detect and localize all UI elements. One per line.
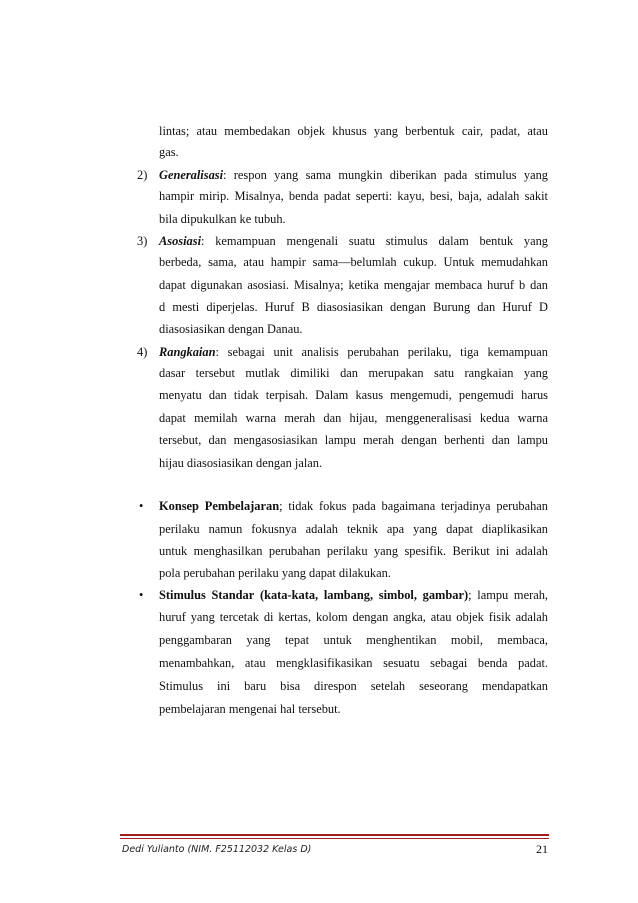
- bullet-2-term: Stimulus Standar: [159, 588, 255, 602]
- bullet-2-term-examples: kata-kata, lambang, simbol, gambar: [264, 588, 464, 602]
- bullet-2-line-3: penggambaran yang tepat untuk menghentikan mobil, membaca,: [159, 633, 548, 647]
- item1-line-1: lintas; atau membedakan objek khusus yang berbentuk cair, padat, atau: [159, 124, 548, 138]
- footer-rule-thin: [120, 838, 549, 839]
- item2-line-3: bila dipukulkan ke tubuh.: [159, 212, 286, 226]
- item4-term: Rangkaian: [159, 345, 216, 359]
- item3-line-2: berbeda, sama, atau hampir sama—belumlah cukup. Untuk memudahkan: [159, 255, 548, 269]
- bullet-1-line-3: untuk menghasilkan perubahan perilaku yang spesifik. Berikut ini adalah: [159, 544, 548, 558]
- item4-line-2: dasar tersebut mutlak dimiliki dan merupakan satu rangkaian yang: [159, 366, 548, 380]
- bullet-2-glyph: •: [139, 588, 144, 602]
- bullet-2-paren-close: ): [463, 588, 469, 602]
- item2-term: Generalisasi: [159, 168, 224, 182]
- bullet-2-line-1-text: ; lampu merah,: [468, 588, 548, 602]
- bullet-1-glyph: •: [139, 499, 144, 513]
- item2-line-1: [159, 167, 548, 183]
- bullet-2-line-1: [159, 587, 548, 603]
- bullet-1-line-2: perilaku namun fokusnya adalah teknik apa yang dapat diaplikasikan: [159, 522, 548, 536]
- bullet-2-line-2: huruf yang tercetak di kertas, kolom dengan angka, atau objek fisik adalah: [159, 610, 548, 624]
- footer-author: Dedi Yulianto (NIM. F25112032 Kelas D): [122, 844, 312, 855]
- item3-number: 3): [137, 234, 148, 248]
- item4-line-3: menyatu dan tidak terpisah. Dalam kasus mengemudi, pengemudi harus: [159, 388, 548, 402]
- bullet-2-line-6: pembelajaran mengenai hal tersebut.: [159, 702, 341, 716]
- bullet-1-line-4: pola perubahan perilaku yang dapat dilakukan.: [159, 566, 391, 580]
- item2-number: 2): [137, 168, 148, 182]
- item2-line-2: hampir mirip. Misalnya, benda padat seperti: kayu, besi, baja, adalah sakit: [159, 189, 548, 203]
- item4-number: 4): [137, 345, 148, 359]
- item4-line-1: [159, 344, 548, 360]
- item1-line-2: gas.: [159, 145, 179, 159]
- bullet-2-line-5: Stimulus ini baru bisa direspon setelah seseorang mendapatkan: [159, 679, 548, 693]
- item4-line-1-text: : sebagai unit analisis perubahan perilaku, tiga kemampuan: [215, 345, 548, 359]
- bullet-2-line-4: menambahkan, atau mengklasifikasikan sesuatu sebagai benda padat.: [159, 656, 548, 670]
- item4-line-5: tersebut, dan mengasosiasikan lampu merah dengan berhenti dan lampu: [159, 433, 548, 447]
- bullet-2-paren-open: (: [259, 588, 265, 602]
- item2-line-1-text: : respon yang sama mungkin diberikan pada stimulus yang: [223, 168, 548, 182]
- bullet-1-line-1-text: ; tidak fokus pada bagaimana terjadinya perubahan: [279, 499, 548, 513]
- item4-line-4: dapat memilah warna merah dan hijau, menggeneralisasi kedua warna: [159, 411, 548, 425]
- page-number: 21: [536, 842, 548, 856]
- item3-line-4: d mesti diperjelas. Huruf B diasosiasikan dengan Burung dan Huruf D: [159, 300, 548, 314]
- item3-line-3: dapat digunakan asosiasi. Misalnya; ketika mengajar membaca huruf b dan: [159, 278, 548, 292]
- item3-term: Asosiasi: [159, 234, 202, 248]
- bullet-1-term: Konsep Pembelajaran: [159, 499, 280, 513]
- footer-rule: [120, 834, 549, 836]
- item3-line-1-text: : kemampuan mengenali suatu stimulus dalam bentuk yang: [201, 234, 548, 248]
- item4-line-6: hijau diasosiasikan dengan jalan.: [159, 456, 323, 470]
- bullet-1-line-1: [159, 498, 548, 514]
- item3-line-1: [159, 233, 548, 249]
- item3-line-5: diasosiasikan dengan Danau.: [159, 322, 303, 336]
